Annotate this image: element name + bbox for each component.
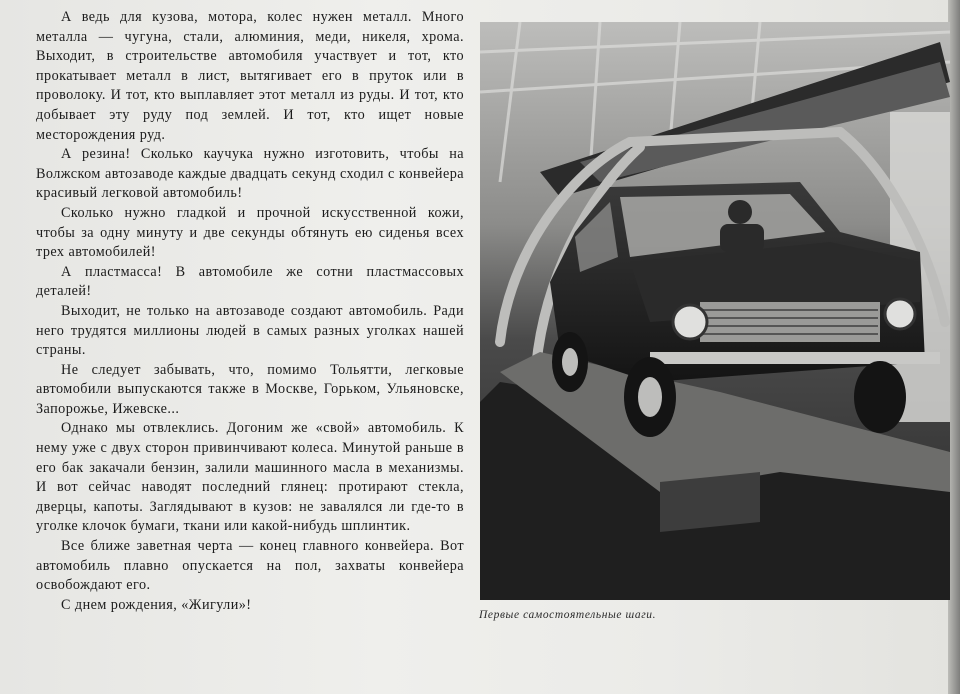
paragraph: А ведь для кузова, мотора, колес нужен металл. Много металла — чугуна, стали, алюминия, меди, никеля, хрома. Выходит, в строительстве автомобиля участвует и тот, кто прокатывает металл в лист, вытягивает его в пруток или в проволоку. И тот, кто выплавляет этот металл из руды. И тот, кто добывает эту руду под землей. И тот, кто ищет новые месторождения руд.: [36, 9, 464, 143]
factory-photo: [480, 22, 950, 600]
paragraph: Не следует забывать, что, помимо Тольятти, легковые автомобили выпускаются также в Москве, Горьком, Ульяновске, Запорожье, Ижевске...: [36, 361, 464, 417]
paragraph: Выходит, не только на автозаводе создают автомобиль. Ради него трудятся миллионы людей в самых разных уголках нашей страны.: [36, 302, 464, 359]
car-assembly-line-photo: [480, 22, 950, 600]
paragraph: А резина! Сколько каучука нужно изготовить, чтобы на Волжском автозаводе каждые двадцать секунд сходил с конвейера красивый легковой автомобиль!: [36, 146, 464, 202]
paragraph: Однако мы отвлеклись. Догоним же «свой» автомобиль. К нему уже с двух сторон привинчивают колеса. Минутой раньше в его бак закачали бензин, залили машинного масла в механизмы. И вот сейчас наводят последний глянец: протирают стекла, дверцы, капоты. Заглядывают в кузов: не завалялся ли где-то в уголке клочок бумаги, ткани или какой-нибудь шплинтик.: [36, 420, 464, 535]
paragraph: А пластмасса! В автомобиле же сотни пластмассовых деталей!: [36, 263, 464, 300]
paragraph: С днем рождения, «Жигули»!: [61, 596, 252, 613]
photo-caption: Первые самостоятельные шаги.: [479, 609, 657, 621]
body-text: [36, 8, 464, 615]
paragraph: Сколько нужно гладкой и прочной искусственной кожи, чтобы за одну минуту и две секунды обтянуть ею сиденья всех трех автомобилей!: [36, 204, 464, 261]
paragraph: Все ближе заветная черта — конец главного конвейера. Вот автомобиль плавно опускается на пол, захваты конвейера освобождают его.: [36, 538, 464, 594]
